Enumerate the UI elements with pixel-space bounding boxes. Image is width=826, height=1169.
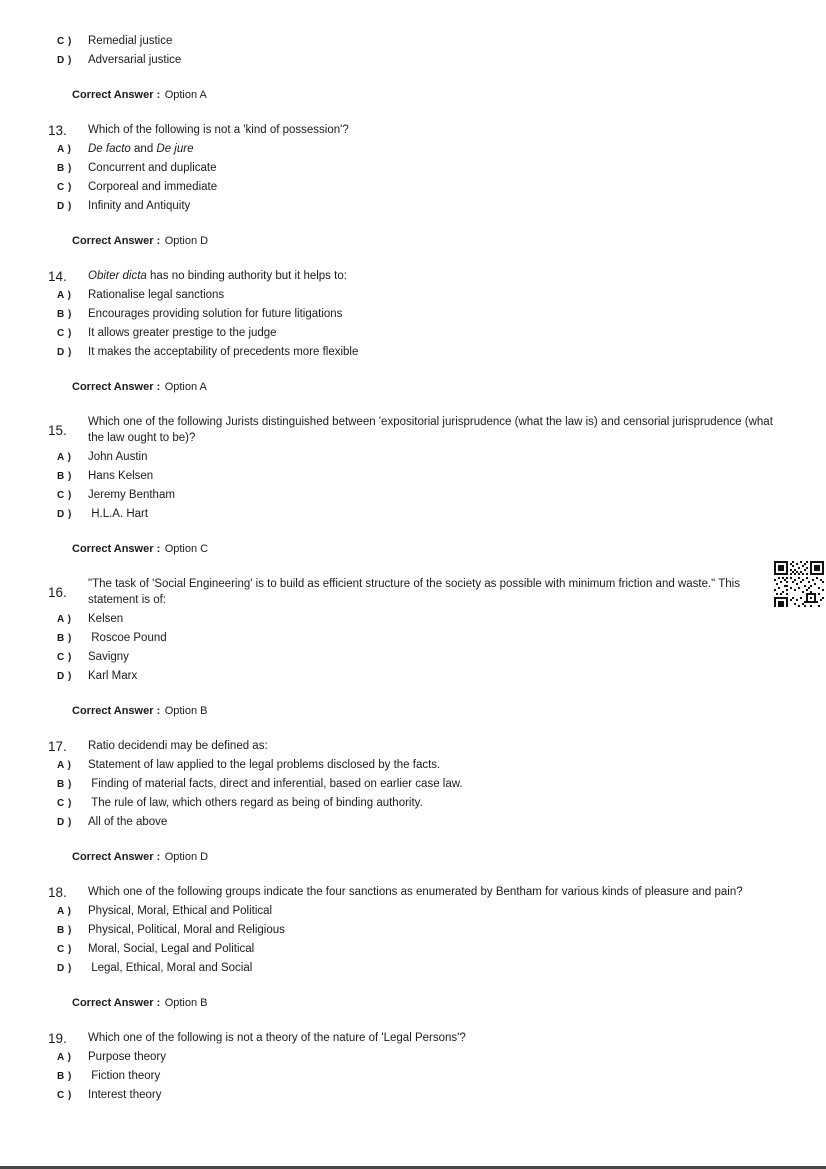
question-block	[48, 884, 826, 1013]
option-row	[57, 343, 826, 362]
option-row	[57, 775, 826, 794]
option-label: A )	[57, 1052, 72, 1063]
option-text: Jeremy Bentham	[88, 489, 175, 501]
option-text: Physical, Political, Moral and Religious	[88, 924, 285, 936]
correct-answer-label: Correct Answer :	[72, 381, 161, 393]
option-text: Interest theory	[88, 1089, 162, 1101]
options-list	[48, 448, 826, 524]
option-row	[57, 1067, 826, 1086]
option-label: D )	[57, 817, 72, 828]
question-text: Ratio decidendi may be defined as:	[88, 740, 268, 752]
correct-answer-label: Correct Answer :	[72, 705, 161, 717]
option-text: Adversarial justice	[88, 54, 182, 66]
option-row	[57, 667, 826, 686]
option-text: Physical, Moral, Ethical and Political	[88, 905, 273, 917]
question-block	[48, 576, 826, 721]
option-row	[57, 140, 826, 159]
questions-list	[48, 122, 826, 1105]
options-list	[48, 610, 826, 686]
option-row	[57, 448, 826, 467]
option-label: C )	[57, 652, 72, 663]
options-list	[48, 1048, 826, 1105]
option-text: Statement of law applied to the legal problems disclosed by the facts.	[88, 759, 441, 771]
option-row	[57, 505, 826, 524]
correct-answer-label: Correct Answer :	[72, 89, 161, 101]
option-row	[57, 902, 826, 921]
option-text: All of the above	[88, 816, 168, 828]
option-label: B )	[57, 471, 72, 482]
question-text: Which one of the following is not a theory of the nature of 'Legal Persons'?	[88, 1032, 466, 1044]
option-text: Remedial justice	[88, 35, 173, 47]
option-label: C )	[57, 328, 72, 339]
correct-answer-row	[72, 84, 826, 105]
option-text: Purpose theory	[88, 1051, 166, 1063]
option-text: Fiction theory	[88, 1070, 161, 1082]
option-row	[57, 197, 826, 216]
option-text: It allows greater prestige to the judge	[88, 327, 277, 339]
option-row	[57, 467, 826, 486]
option-row	[57, 921, 826, 940]
option-label: D )	[57, 55, 72, 66]
option-label: C )	[57, 490, 72, 501]
option-label: D )	[57, 671, 72, 682]
question-block	[48, 1030, 826, 1105]
question-number: 19.	[48, 1030, 67, 1046]
option-label: A )	[57, 614, 72, 625]
options-list	[48, 286, 826, 362]
option-label: A )	[57, 144, 72, 155]
question-block	[48, 738, 826, 867]
option-row	[57, 940, 826, 959]
options-list	[48, 32, 826, 70]
option-text: Savigny	[88, 651, 129, 663]
option-label: B )	[57, 779, 72, 790]
correct-answer-value: Option A	[164, 89, 207, 101]
option-row	[57, 51, 826, 70]
option-row	[57, 159, 826, 178]
question-number: 18.	[48, 884, 67, 900]
qr-code	[774, 561, 824, 607]
option-row	[57, 629, 826, 648]
question-header	[48, 268, 826, 284]
option-text: Moral, Social, Legal and Political	[88, 943, 255, 955]
correct-answer-label: Correct Answer :	[72, 543, 161, 555]
question-number: 17.	[48, 738, 67, 754]
question-header	[48, 414, 826, 446]
option-text: Roscoe Pound	[88, 632, 167, 644]
option-label: A )	[57, 452, 72, 463]
option-text: It makes the acceptability of precedents more flexible	[88, 346, 359, 358]
option-text: Karl Marx	[88, 670, 138, 682]
option-label: B )	[57, 1071, 72, 1082]
option-label: D )	[57, 509, 72, 520]
correct-answer-value: Option B	[164, 705, 208, 717]
question-text: Which of the following is not a 'kind of possession'?	[88, 124, 349, 136]
option-row	[57, 959, 826, 978]
question-header	[48, 576, 826, 608]
option-label: C )	[57, 182, 72, 193]
option-label: C )	[57, 1090, 72, 1101]
option-label: A )	[57, 760, 72, 771]
option-row	[57, 486, 826, 505]
option-row	[57, 178, 826, 197]
option-row	[57, 286, 826, 305]
question-header	[48, 884, 826, 900]
option-row	[57, 610, 826, 629]
option-text: John Austin	[88, 451, 148, 463]
correct-answer-value: Option D	[164, 235, 209, 247]
option-text: Concurrent and duplicate	[88, 162, 217, 174]
option-text: The rule of law, which others regard as being of binding authority.	[88, 797, 423, 809]
option-label: B )	[57, 163, 72, 174]
option-text: Infinity and Antiquity	[88, 200, 191, 212]
option-text: De facto and De jure	[88, 143, 194, 155]
options-list	[48, 902, 826, 978]
question-header	[48, 1030, 826, 1046]
option-text: H.L.A. Hart	[88, 508, 149, 520]
option-row	[57, 794, 826, 813]
option-row	[57, 324, 826, 343]
question-number: 13.	[48, 122, 67, 138]
option-label: B )	[57, 925, 72, 936]
option-row	[57, 1048, 826, 1067]
question-number: 15.	[48, 422, 67, 438]
correct-answer-value: Option D	[164, 851, 209, 863]
correct-answer-row	[72, 700, 826, 721]
option-text: Legal, Ethical, Moral and Social	[88, 962, 253, 974]
option-label: C )	[57, 944, 72, 955]
question-header	[48, 122, 826, 138]
correct-answer-row	[72, 230, 826, 251]
correct-answer-value: Option C	[164, 543, 209, 555]
question-block	[48, 268, 826, 397]
correct-answer-value: Option B	[164, 997, 208, 1009]
option-label: D )	[57, 201, 72, 212]
option-text: Finding of material facts, direct and inferential, based on earlier case law.	[88, 778, 463, 790]
option-label: D )	[57, 347, 72, 358]
question-block	[48, 122, 826, 251]
option-text: Encourages providing solution for future litigations	[88, 308, 343, 320]
correct-answer-row	[72, 538, 826, 559]
option-text: Rationalise legal sanctions	[88, 289, 225, 301]
option-label: A )	[57, 290, 72, 301]
question-block	[48, 414, 826, 559]
option-label: B )	[57, 309, 72, 320]
correct-answer-label: Correct Answer :	[72, 851, 161, 863]
option-row	[57, 305, 826, 324]
option-label: C )	[57, 36, 72, 47]
option-label: D )	[57, 963, 72, 974]
option-row	[57, 1086, 826, 1105]
correct-answer-label: Correct Answer :	[72, 235, 161, 247]
question-text: Obiter dicta has no binding authority but it helps to:	[88, 270, 347, 282]
option-label: C )	[57, 798, 72, 809]
option-text: Kelsen	[88, 613, 124, 625]
question-text: Which one of the following Jurists distinguished between 'expositorial jurisprudence (what the law is) and censorial jurisprudence (what the law ought to be)?	[88, 416, 777, 444]
option-row	[57, 756, 826, 775]
question-header	[48, 738, 826, 754]
question-partial	[48, 32, 826, 105]
option-row	[57, 648, 826, 667]
option-text: Corporeal and immediate	[88, 181, 218, 193]
options-list	[48, 756, 826, 832]
options-list	[48, 140, 826, 216]
correct-answer-value: Option A	[164, 381, 207, 393]
question-number: 16.	[48, 584, 67, 600]
correct-answer-label: Correct Answer :	[72, 997, 161, 1009]
option-label: B )	[57, 633, 72, 644]
option-row	[57, 32, 826, 51]
question-number: 14.	[48, 268, 67, 284]
question-text: Which one of the following groups indicate the four sanctions as enumerated by Bentham for various kinds of pleasure and pain?	[88, 886, 743, 898]
option-label: A )	[57, 906, 72, 917]
correct-answer-row	[72, 376, 826, 397]
question-text: "The task of 'Social Engineering' is to build as efficient structure of the society as possible with minimum friction and waste." This statement is of:	[88, 578, 744, 606]
correct-answer-row	[72, 992, 826, 1013]
option-text: Hans Kelsen	[88, 470, 154, 482]
correct-answer-row	[72, 846, 826, 867]
option-row	[57, 813, 826, 832]
